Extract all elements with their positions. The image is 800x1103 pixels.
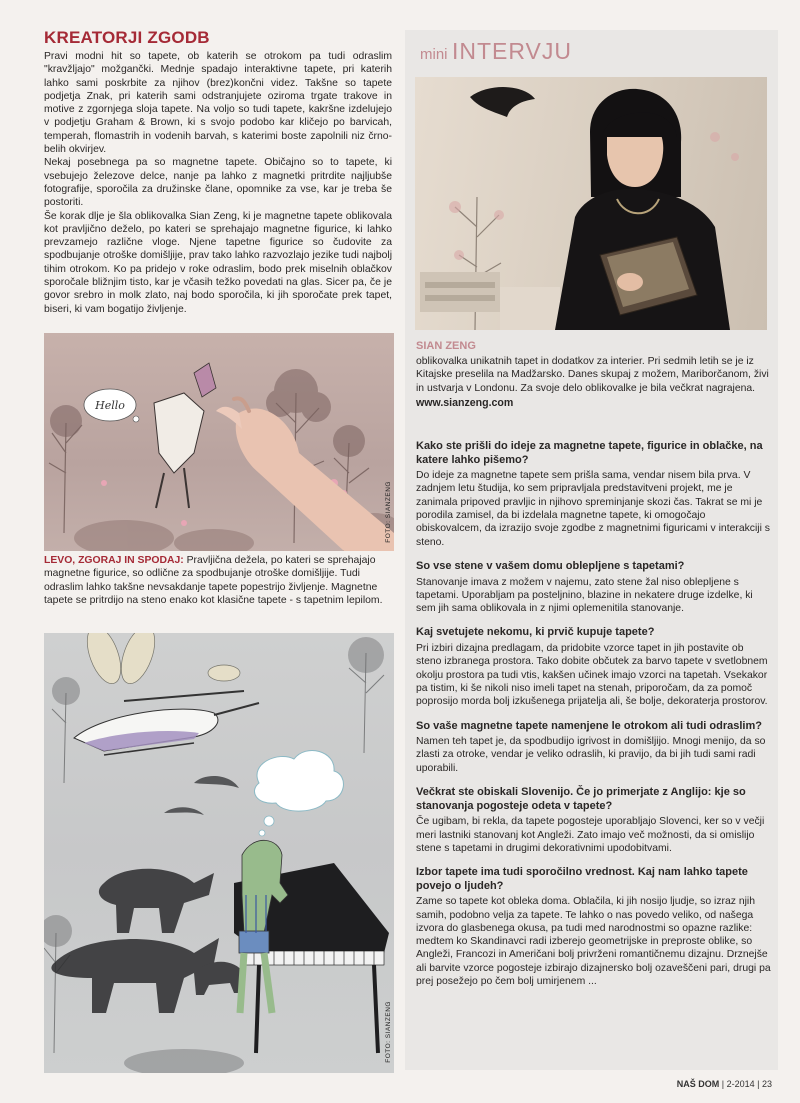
qa-item <box>416 440 771 549</box>
qa-item <box>416 866 771 988</box>
answer: Pri izbiri dizajna predlagam, da pridobite vzorce tapet in jih postavite ob steno izbranega prostora. Tako dobite občutek za barvo tapete v svetlobnem okolju prostora pa tudi vtis, kakšen učinek imajo vzorci na tapetah. Vsekakor pa tistim, ki še nikoli niso imeli tapet na stenah, priporočam, da za pomoč poprosijo morda bolj izkušenega prijatelja ali, še bolje, dekoraterja prostorov. <box>416 643 768 708</box>
question: So vse stene v vašem domu oblepljene s tapetami? <box>416 559 685 572</box>
header-mini: mini <box>420 46 448 63</box>
bio-website-link[interactable]: www.sianzeng.com <box>416 396 514 409</box>
article-left-column <box>44 28 392 316</box>
answer: Zame so tapete kot obleka doma. Oblačila, ki jih nosijo ljudje, so izraz njih samih, podobno velja za tapete. Te lahko o nas povedo veliko, od našega izvora do glasbenega okusa, pa tudi med narodnostmi so opazne razlike: medtem ko Skandinavci radi izberejo geometrijske in preproste oblike, so Angleži, Francozi in Američani bolj privrženi romantičnemu dizajnu. Drznejše ali barvite vzorce pogosteje izbirajo dizajnersko bolj ozaveščeni pari, drugi pa prej posežejo po čem bolj umirjenem ... <box>416 896 771 988</box>
qa-item <box>416 720 771 775</box>
caption-text: Pravljična dežela, po kateri se sprehajajo magnetne figurice, so odlične za spodbujanje otroške domišljije. Tudi odraslim lahko takšne nevsakdanje tapete popestrijo življenje. Magnetne tapete se pritrdijo na steno enako kot klasične tapete - s tapetnim lepilom. <box>44 555 383 606</box>
body-paragraph: Še korak dlje je šla oblikovalka Sian Zeng, ki je magnetne tapete oblikovala kot pravljično deželo, po kateri se sprehajajo magnetne figurice, ki lahko prevzamejo različne vloge. Njene tapetne figurice so čudovite za spodbujanje otroške domišljije, prav tako lahko razvozlajo jezike tudi najbolj tihim otrokom. Ko pa pridejo v roke odraslim, bodo prek miselnih oblačkov sporočale bližnjim tisto, kar je včasih težko povedati na glas. Sicer pa, če je govor srebro in molk zlato, naj bodo sporočila, ki jih sporočate prek tapet, biseri, ki vam bogatijo življenje. <box>44 210 392 315</box>
designer-bio <box>416 340 771 409</box>
speech-bubble-text: Hello <box>95 399 125 412</box>
answer: Stanovanje imava z možem v najemu, zato stene žal niso oblepljene s tapetami. Uporabljam pa posteljnino, blazine in nekatere druge izdelke, ki sem jih sama oblikovala in z njimi oplemenitila stanovanje. <box>416 576 753 615</box>
question: Kaj svetujete nekomu, ki prvič kupuje tapete? <box>416 626 655 639</box>
wallpaper-photo-hand <box>44 333 394 551</box>
qa-item <box>416 786 771 855</box>
portrait-illustration <box>415 77 767 330</box>
header-intervju: INTERVJU <box>451 38 573 64</box>
designer-portrait <box>415 77 767 330</box>
wallpaper-illustration <box>44 633 394 1073</box>
question: Izbor tapete ima tudi sporočilno vrednost. Kaj nam lahko tapete povejo o ljudeh? <box>416 866 748 892</box>
answer: Namen teh tapet je, da spodbudijo igrivost in domišljijo. Mnogi menijo, da so zlasti za otroke, vendar je veliko odraslih, ki pravijo, da bi jih tudi sami radi uporabili. <box>416 736 766 774</box>
qa-item <box>416 626 771 708</box>
article-body <box>44 50 392 316</box>
page-number: 23 <box>761 1079 772 1089</box>
bio-description: oblikovalka unikatnih tapet in dodatkov za interier. Pri sedmih letih se je iz Kitajske preselila na Madžarsko. Danes skupaj z možem, Mariborčanom, živi in ustvarja v Londonu. Za svoje delo oblikovalke je bila večkrat nagrajena. <box>416 356 769 394</box>
interview-header <box>420 38 572 65</box>
body-paragraph: Pravi modni hit so tapete, ob katerih se otrokom pa tudi odraslim "kravžljajo" možgančki. Mednje spadajo interaktivne tapete, pri katerih lahko sami poskrbite za njihov (brez)končni videz. Takšne so tapete podjetja Znak, pri katerih sami odstranjujete oziroma trgate trakove in motive z zgornjega sloja tapete. Na voljo so tudi tapete, kakršne izdelujejo v podjetju Graham & Brown, ki s svojo podobo kar kličejo po barvicah, temperah, flomastrih in vodenih barvah, s katerimi boste zapolnili niz črno-belih okvirjev. <box>44 51 392 156</box>
article-title: KREATORJI ZGODB <box>44 28 210 47</box>
footer-separator: | <box>757 1079 762 1089</box>
photo-credit: FOTO: SIANZENG <box>385 1001 392 1063</box>
body-paragraph: Nekaj posebnega pa so magnetne tapete. Običajno so to tapete, ki vsebujejo železove delce, nanje pa lahko z magnetki pritrdite najljubše fotografije, sporočila za družinske člane, opomnike za vse, kar je treba še postoriti. <box>44 157 392 209</box>
bio-name: SIAN ZENG <box>416 340 476 352</box>
qa-item <box>416 560 771 615</box>
issue-number: 2-2014 <box>726 1079 755 1089</box>
caption-lead: LEVO, ZGORAJ IN SPODAJ: <box>44 555 184 566</box>
question: Večkrat ste obiskali Slovenijo. Če jo primerjate z Anglijo: kje so stanovanja pogosteje odeta v tapete? <box>416 786 746 812</box>
wallpaper-photo-dinosaurs <box>44 633 394 1073</box>
interview-qa <box>416 440 771 999</box>
footer-separator: | <box>721 1079 727 1089</box>
answer: Do ideje za magnetne tapete sem prišla sama, vendar nisem bila prva. V zadnjem letu študija, ko sem pripravljala predstavitveni projekt, me je zanimala pripoved pravljic in njihovo spreminjanje skozi čas. Takrat se mi je porodila zamisel, da bi izdelala magnetne tapete, ki omogočajo obiskovalcem, da izrazijo svoje zgodbe z magnetnimi figuricami v interakciji s steno. <box>416 470 771 548</box>
wallpaper-illustration <box>44 333 394 551</box>
page-footer <box>677 1079 772 1089</box>
photo-credit: FOTO: SIANZENG <box>385 481 392 543</box>
answer: Če ugibam, bi rekla, da tapete pogosteje uporabljajo Slovenci, ker so v večji meri lastniki stanovanj kot Angleži. Zato imajo več možnosti, da si omislijo stene s tapetami in drugimi dekorativnimi upodobitvami. <box>416 816 765 854</box>
photo-caption <box>44 554 392 607</box>
magazine-name: NAŠ DOM <box>676 1079 720 1089</box>
question: So vaše magnetne tapete namenjene le otrokom ali tudi odraslim? <box>416 719 762 732</box>
question: Kako ste prišli do ideje za magnetne tapete, figurice in oblačke, na katere lahko pišemo? <box>416 440 763 466</box>
